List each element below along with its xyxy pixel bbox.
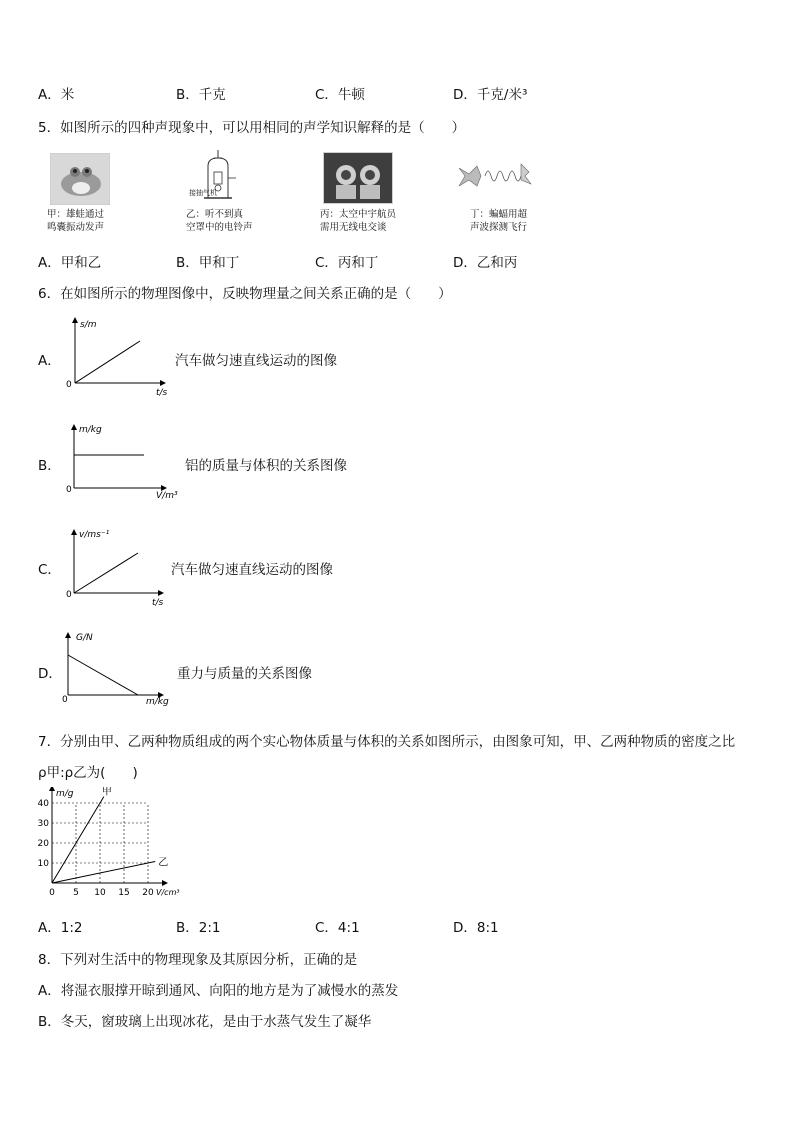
bell-jar-caption: 乙：听不到真 空罩中的电铃声 xyxy=(186,209,253,233)
y-tick-label: 10 xyxy=(37,859,49,869)
series-label: 乙 xyxy=(158,857,169,869)
q8-stem: 8．下列对生活中的物理现象及其原因分析，正确的是 xyxy=(38,952,358,968)
series-label: 甲 xyxy=(101,787,112,798)
astronaut-caption: 丙：太空中宇航员 需用无线电交谈 xyxy=(320,209,397,233)
q6-graph-c-caption: 汽车做匀速直线运动的图像 xyxy=(171,562,333,578)
q6-graph-b-ylabel: m/kg xyxy=(79,425,102,435)
q6-option-a-letter: A． xyxy=(38,353,61,369)
q6-graph-d-xlabel: m/kg xyxy=(146,697,169,707)
frog-icon xyxy=(51,154,109,204)
q6-graph-c-ylabel: v/ms⁻¹ xyxy=(79,530,110,540)
q4-option-a: A．米 xyxy=(38,87,75,103)
q7-option-d: D．8:1 xyxy=(453,920,499,936)
q5-option-d: D．乙和丙 xyxy=(453,255,518,271)
y-axis-arrow xyxy=(49,787,55,791)
x-axis-label: V/cm³ xyxy=(156,888,180,897)
q4-option-b: B．千克 xyxy=(176,87,226,103)
q6-option-d-letter: D． xyxy=(38,666,62,682)
q6-graph-a-caption: 汽车做匀速直线运动的图像 xyxy=(175,353,337,369)
y-axis-label: m/g xyxy=(56,789,74,799)
y-tick-label: 20 xyxy=(37,839,49,849)
q5-option-a: A．甲和乙 xyxy=(38,255,102,271)
q6-graph-d-ylabel: G/N xyxy=(76,633,93,643)
y-tick-label: 30 xyxy=(37,819,49,829)
q5-stem: 5．如图所示的四种声现象中，可以用相同的声学知识解释的是（ ） xyxy=(38,120,466,136)
y-tick-label: 40 xyxy=(37,799,49,809)
q7-option-b: B．2:1 xyxy=(176,920,221,936)
q7-chart xyxy=(30,787,195,905)
q6-graph-b-xlabel: V/m³ xyxy=(156,491,178,501)
q7-stem-ratio: ρ甲:ρ乙为( ) xyxy=(38,765,138,781)
bell-jar-inner-label: 接抽气机 xyxy=(189,189,217,197)
q4-option-d: D．千克/米³ xyxy=(453,87,528,103)
q6-graph-d-origin: 0 xyxy=(62,695,68,705)
q6-graph-c-xlabel: t/s xyxy=(152,598,164,608)
x-tick-label: 15 xyxy=(118,888,130,898)
q5-option-c: C．丙和丁 xyxy=(315,255,379,271)
q4-option-c: C．牛顿 xyxy=(315,87,365,103)
q6-graph-a-xlabel: t/s xyxy=(156,388,168,398)
bat-icon xyxy=(455,158,535,194)
series-line xyxy=(52,862,155,884)
q6-graph-b-origin: 0 xyxy=(66,485,72,495)
q6-stem: 6．在如图所示的物理图像中，反映物理量之间关系正确的是（ ） xyxy=(38,286,452,302)
q6-graph-c-origin: 0 xyxy=(66,590,72,600)
q6-graph-b-caption: 铝的质量与体积的关系图像 xyxy=(185,458,347,474)
q7-stem: 7．分别由甲、乙两种物质组成的两个实心物体质量与体积的关系如图所示，由图象可知，甲、乙两种物质的密度之比 xyxy=(38,734,736,750)
q6-graph-b xyxy=(58,420,183,502)
q6-graph-d xyxy=(58,628,178,710)
q6-graph-a xyxy=(60,315,170,400)
x-axis-arrow xyxy=(162,880,168,886)
q5-option-b: B．甲和丁 xyxy=(176,255,240,271)
q6-graph-a-ylabel: s/m xyxy=(80,320,97,330)
bat-image xyxy=(455,158,535,194)
q7-option-c: C．4:1 xyxy=(315,920,360,936)
series-line xyxy=(52,797,104,883)
q7-option-a: A．1:2 xyxy=(38,920,83,936)
astronaut-image xyxy=(323,152,393,204)
q6-graph-d-caption: 重力与质量的关系图像 xyxy=(177,666,312,682)
x-tick-label: 0 xyxy=(49,888,55,898)
q8-option-b: B．冬天，窗玻璃上出现冰花，是由于水蒸气发生了凝华 xyxy=(38,1014,372,1030)
q6-option-c-letter: C． xyxy=(38,562,61,578)
frog-image xyxy=(50,153,110,205)
astronaut-icon xyxy=(324,153,392,203)
bat-caption: 丁：蝙蝠用超 声波探测飞行 xyxy=(470,209,528,233)
x-tick-label: 10 xyxy=(94,888,106,898)
q6-graph-c xyxy=(58,525,173,610)
frog-caption: 甲：雄蛙通过 鸣囊振动发声 xyxy=(47,209,105,233)
q8-option-a: A．将湿衣服撑开晾到通风、向阳的地方是为了减慢水的蒸发 xyxy=(38,983,399,999)
q6-option-b-letter: B． xyxy=(38,458,61,474)
x-tick-label: 5 xyxy=(73,888,79,898)
q6-graph-a-origin: 0 xyxy=(66,380,72,390)
x-tick-label: 20 xyxy=(142,888,154,898)
